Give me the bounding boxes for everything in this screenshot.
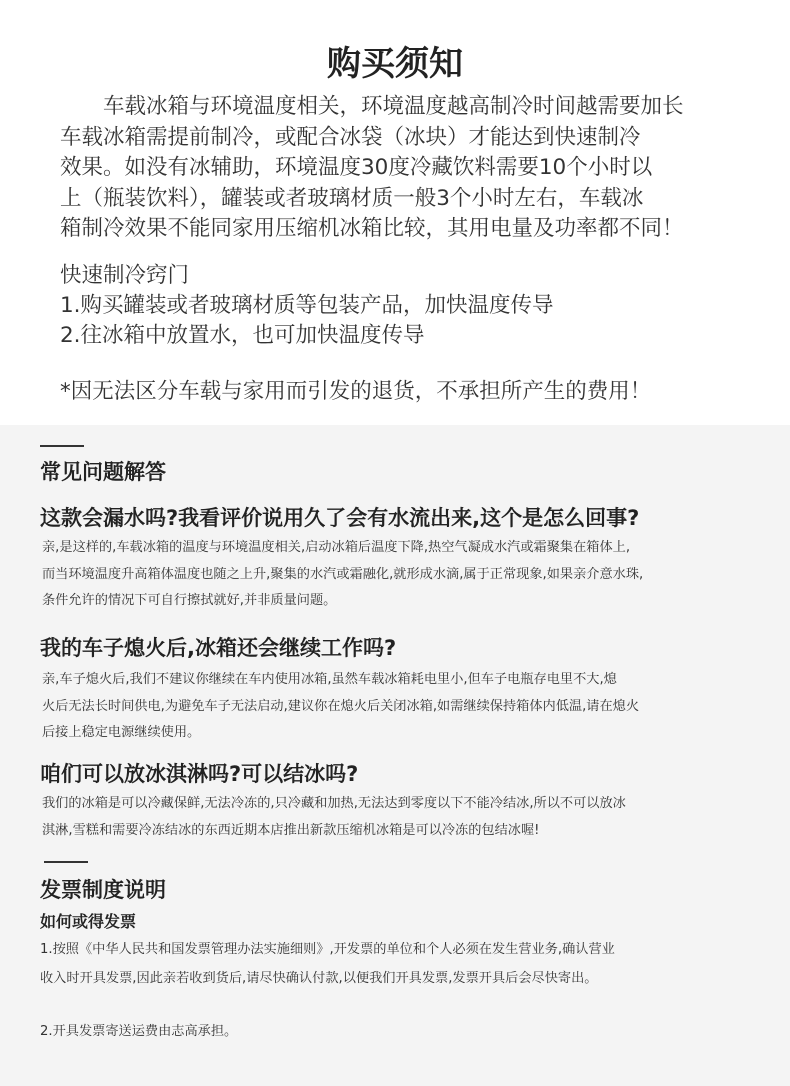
faq-answer [42, 667, 639, 747]
answer-line: 我们的冰箱是可以冷藏保鲜,无法冷冻的,只冷藏和加热,无法达到零度以下不能冷结冰,所以不可以放冰 [42, 796, 626, 811]
return-disclaimer: *因无法区分车载与家用而引发的退货，不承担所产生的费用！ [60, 379, 652, 404]
tip-item: 1.购买罐装或者玻璃材质等包装产品，加快温度传导 [60, 293, 554, 318]
invoice-line: 收入时开具发票,因此亲若收到货后,请尽快确认付款,以便我们开具发票,发票开具后会尽快寄出。 [40, 971, 598, 986]
faq-question: 我的车子熄火后,冰箱还会继续工作吗? [40, 636, 397, 660]
intro-line: 车载冰箱需提前制冷，或配合冰袋（冰块）才能达到快速制冷 [60, 124, 641, 150]
section-divider [44, 861, 88, 863]
answer-line: 淇淋,雪糕和需要冷冻结冰的东西近期本店推出新款压缩机冰箱是可以冷冻的包结冰喔! [42, 822, 540, 838]
invoice-subtitle: 如何或得发票 [40, 912, 137, 931]
intro-line: 车载冰箱与环境温度相关，环境温度越高制冷时间越需要加长 [60, 94, 684, 119]
invoice-section-title: 发票制度说明 [40, 878, 166, 902]
faq-section-title: 常见问题解答 [40, 460, 166, 484]
faq-question: 咱们可以放冰淇淋吗?可以结冰吗? [40, 762, 359, 786]
notice-title: 购买须知 [327, 44, 463, 84]
invoice-line: 2.开具发票寄送运费由志高承担。 [40, 1024, 238, 1039]
faq-invoice-section [0, 425, 790, 1086]
invoice-note [40, 1017, 237, 1046]
quick-cooling-tips [60, 261, 554, 351]
section-divider [40, 445, 84, 447]
answer-line: 亲,车子熄火后,我们不建议你继续在车内使用冰箱,虽然车载冰箱耗电里小,但车子电瓶存电里不大,熄 [42, 672, 617, 687]
tip-item: 2.往冰箱中放置水，也可加快温度传导 [60, 323, 425, 348]
intro-line: 上（瓶装饮料），罐装或者玻璃材质一般3个小时左右，车载冰 [60, 185, 644, 211]
faq-answer [42, 535, 643, 615]
purchase-notice-section [0, 0, 790, 425]
tips-heading: 快速制冷窍门 [60, 263, 190, 288]
faq-answer [42, 791, 626, 844]
answer-line: 条件允许的情况下可自行擦拭就好,并非质量问题。 [42, 593, 337, 608]
answer-line: 而当环境温度升高箱体温度也随之上升,聚集的水汽或霜融化,就形成水滴,属于正常现象,如果亲介意水珠, [42, 566, 644, 582]
faq-question: 这款会漏水吗?我看评价说用久了会有水流出来,这个是怎么回事? [40, 506, 640, 530]
answer-line: 亲,是这样的,车载冰箱的温度与环境温度相关,启动冰箱后温度下降,热空气凝成水汽或霜聚集在箱体上, [42, 540, 631, 555]
invoice-line: 1.按照《中华人民共和国发票管理办法实施细则》,开发票的单位和个人必须在发生营业务,确认营业 [40, 942, 615, 957]
answer-line: 火后无法长时间供电,为避免车子无法启动,建议你在熄火后关闭冰箱,如需继续保持箱体内低温,请在熄火 [42, 698, 640, 714]
intro-line: 效果。如没有冰辅助，环境温度30度冷藏饮料需要10个小时以 [60, 155, 653, 180]
answer-line: 后接上稳定电源继续使用。 [42, 725, 201, 740]
intro-line: 箱制冷效果不能同家用压缩机冰箱比较，其用电量及功率都不同！ [60, 216, 684, 241]
notice-intro [60, 92, 750, 245]
invoice-text [40, 935, 615, 993]
